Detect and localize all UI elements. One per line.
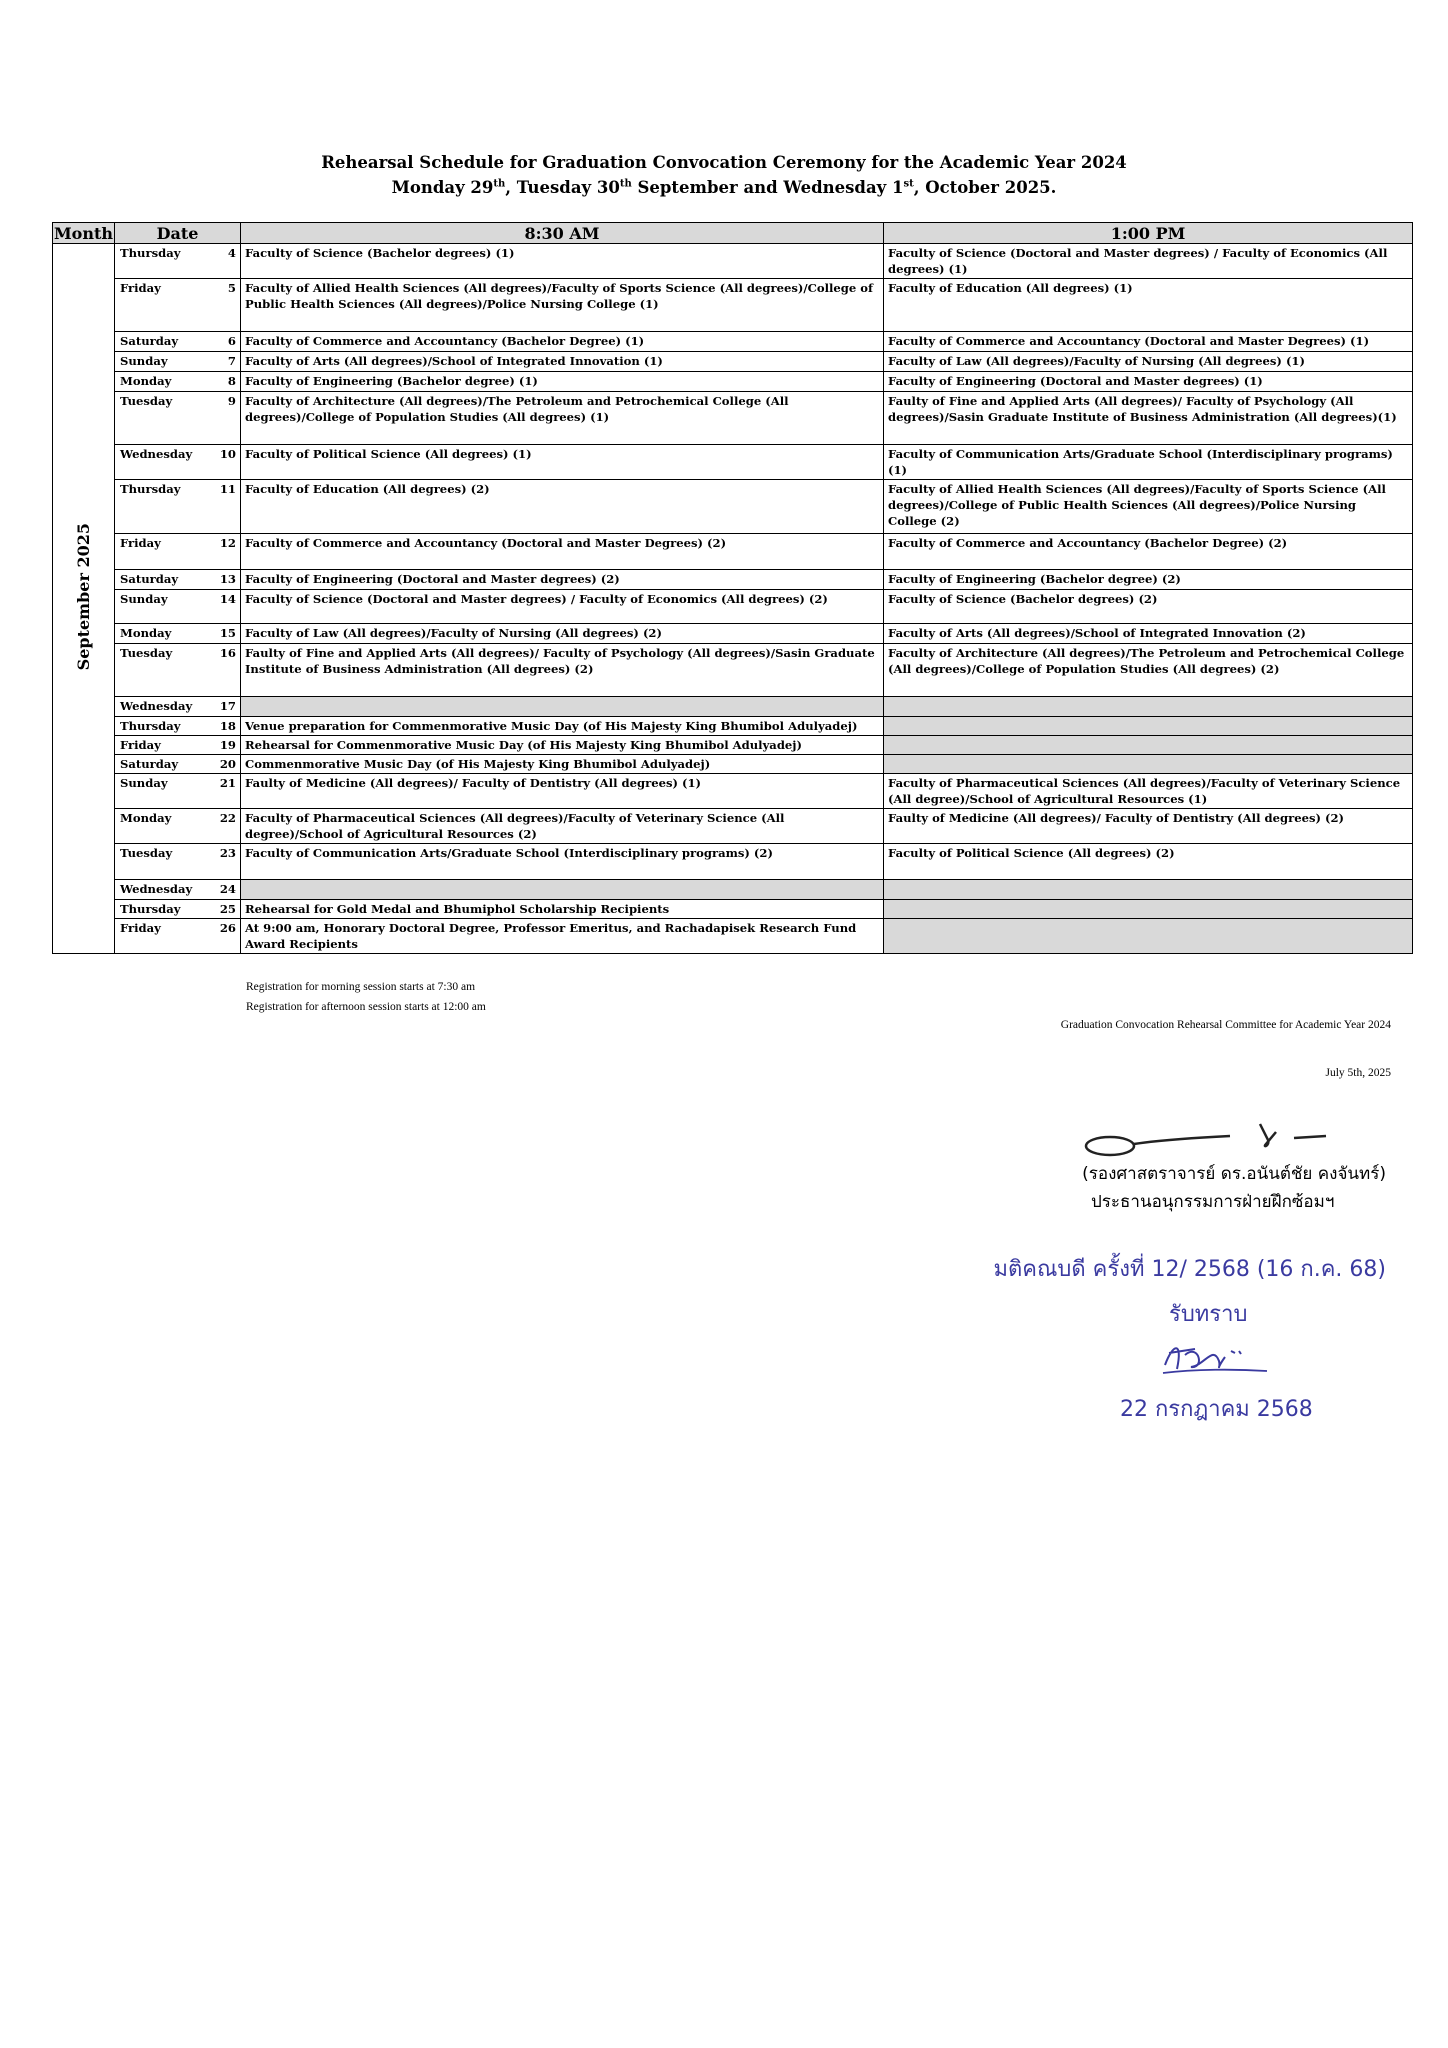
day-cell: Monday bbox=[115, 809, 201, 844]
table-row bbox=[53, 590, 1413, 624]
schedule-body bbox=[53, 244, 1413, 954]
title-line-1: Rehearsal Schedule for Graduation Convocation Ceremony for the Academic Year 2024 bbox=[321, 153, 1127, 172]
afternoon-session-cell: Faculty of Science (Doctoral and Master degrees) / Faculty of Economics (All degrees) (1) bbox=[884, 244, 1413, 279]
morning-session-cell: Rehearsal for Commenmorative Music Day (of His Majesty King Bhumibol Adulyadej) bbox=[241, 736, 884, 755]
day-cell: Tuesday bbox=[115, 392, 201, 445]
date-number-cell: 14 bbox=[201, 590, 241, 624]
afternoon-session-cell bbox=[884, 755, 1413, 774]
date-number-cell: 22 bbox=[201, 809, 241, 844]
table-row bbox=[53, 880, 1413, 900]
afternoon-session-cell: Faculty of Architecture (All degrees)/The Petroleum and Petrochemical College (All degrees)/College of Population Studies (All degrees) (2) bbox=[884, 644, 1413, 697]
date-number-cell: 19 bbox=[201, 736, 241, 755]
subtitle-part: , Tuesday 30 bbox=[505, 178, 620, 197]
afternoon-session-cell: Faculty of Education (All degrees) (1) bbox=[884, 279, 1413, 332]
date-number-cell: 6 bbox=[201, 332, 241, 352]
endorsement-date: 22 กรกฎาคม 2568 bbox=[1120, 1397, 1313, 1422]
table-row bbox=[53, 372, 1413, 392]
afternoon-session-cell: Faculty of Science (Bachelor degrees) (2) bbox=[884, 590, 1413, 624]
afternoon-session-cell: Faculty of Political Science (All degrees) (2) bbox=[884, 844, 1413, 880]
date-number-cell: 25 bbox=[201, 900, 241, 919]
morning-header: 8:30 AM bbox=[241, 223, 884, 244]
table-row bbox=[53, 352, 1413, 372]
document-title bbox=[0, 153, 1448, 172]
date-number-cell: 12 bbox=[201, 534, 241, 570]
day-cell: Monday bbox=[115, 624, 201, 644]
subtitle-sup: th bbox=[619, 178, 632, 190]
day-cell: Saturday bbox=[115, 755, 201, 774]
morning-session-cell: Venue preparation for Commenmorative Music Day (of His Majesty King Bhumibol Adulyadej) bbox=[241, 717, 884, 736]
afternoon-session-cell: Faculty of Pharmaceutical Sciences (All degrees)/Faculty of Veterinary Science (All degree)/School of Agricultural Resources (1) bbox=[884, 774, 1413, 809]
afternoon-session-cell: Faculty of Commerce and Accountancy (Bachelor Degree) (2) bbox=[884, 534, 1413, 570]
table-row bbox=[53, 919, 1413, 954]
afternoon-session-cell: Faulty of Medicine (All degrees)/ Faculty of Dentistry (All degrees) (2) bbox=[884, 809, 1413, 844]
table-row bbox=[53, 570, 1413, 590]
day-cell: Friday bbox=[115, 919, 201, 954]
endorsement-signature bbox=[1155, 1335, 1275, 1381]
afternoon-session-cell bbox=[884, 880, 1413, 900]
date-number-cell: 21 bbox=[201, 774, 241, 809]
month-header: Month bbox=[53, 223, 114, 243]
day-cell: Tuesday bbox=[115, 644, 201, 697]
morning-session-cell: Faulty of Fine and Applied Arts (All degrees)/ Faculty of Psychology (All degrees)/Sasin Graduate Institute of Business Administration (All degrees) (2) bbox=[241, 644, 884, 697]
date-number-cell: 16 bbox=[201, 644, 241, 697]
committee-name: Graduation Convocation Rehearsal Committee for Academic Year 2024 bbox=[1060, 1019, 1391, 1031]
morning-session-cell: Faulty of Medicine (All degrees)/ Faculty of Dentistry (All degrees) (1) bbox=[241, 774, 884, 809]
table-header-row bbox=[53, 223, 1413, 244]
day-cell: Sunday bbox=[115, 590, 201, 624]
date-number-cell: 24 bbox=[201, 880, 241, 900]
afternoon-session-cell bbox=[884, 717, 1413, 736]
morning-session-cell: Faculty of Education (All degrees) (2) bbox=[241, 480, 884, 534]
table-row bbox=[53, 809, 1413, 844]
subtitle-sup: st bbox=[903, 178, 914, 190]
day-cell: Saturday bbox=[115, 570, 201, 590]
document-subtitle bbox=[0, 178, 1448, 197]
afternoon-session-cell bbox=[884, 736, 1413, 755]
date-number-cell: 8 bbox=[201, 372, 241, 392]
day-cell: Sunday bbox=[115, 352, 201, 372]
afternoon-session-cell bbox=[884, 900, 1413, 919]
afternoon-session-cell: Faculty of Engineering (Bachelor degree) (2) bbox=[884, 570, 1413, 590]
day-cell: Tuesday bbox=[115, 844, 201, 880]
chairman-position: ประธานอนุกรรมการฝ่ายฝึกซ้อมฯ bbox=[1091, 1192, 1335, 1212]
morning-session-cell: Faculty of Engineering (Doctoral and Master degrees) (2) bbox=[241, 570, 884, 590]
date-number-cell: 11 bbox=[201, 480, 241, 534]
table-row bbox=[53, 644, 1413, 697]
table-row bbox=[53, 534, 1413, 570]
day-cell: Friday bbox=[115, 736, 201, 755]
table-row bbox=[53, 774, 1413, 809]
afternoon-session-cell bbox=[884, 919, 1413, 954]
table-row bbox=[53, 900, 1413, 919]
morning-session-cell bbox=[241, 880, 884, 900]
date-number-cell: 26 bbox=[201, 919, 241, 954]
afternoon-header: 1:00 PM bbox=[884, 223, 1413, 244]
morning-session-cell: Faculty of Allied Health Sciences (All degrees)/Faculty of Sports Science (All degrees)/College of Public Health Sciences (All degrees)/Police Nursing College (1) bbox=[241, 279, 884, 332]
afternoon-session-cell bbox=[884, 697, 1413, 717]
table-row bbox=[53, 244, 1413, 279]
morning-session-cell: Faculty of Communication Arts/Graduate School (Interdisciplinary programs) (2) bbox=[241, 844, 884, 880]
morning-session-cell bbox=[241, 697, 884, 717]
afternoon-session-cell: Faculty of Commerce and Accountancy (Doctoral and Master Degrees) (1) bbox=[884, 332, 1413, 352]
day-cell: Wednesday bbox=[115, 697, 201, 717]
morning-session-cell: Faculty of Law (All degrees)/Faculty of Nursing (All degrees) (2) bbox=[241, 624, 884, 644]
date-number-cell: 5 bbox=[201, 279, 241, 332]
table-row bbox=[53, 279, 1413, 332]
table-row bbox=[53, 445, 1413, 480]
date-number-cell: 23 bbox=[201, 844, 241, 880]
date-number-cell: 17 bbox=[201, 697, 241, 717]
table-row bbox=[53, 755, 1413, 774]
subtitle-sup: th bbox=[493, 178, 506, 190]
subtitle-part: Monday 29 bbox=[391, 178, 494, 197]
table-row bbox=[53, 332, 1413, 352]
day-cell: Thursday bbox=[115, 717, 201, 736]
morning-session-cell: Faculty of Pharmaceutical Sciences (All degrees)/Faculty of Veterinary Science (All degree)/School of Agricultural Resources (2) bbox=[241, 809, 884, 844]
table-row bbox=[53, 480, 1413, 534]
afternoon-session-cell: Faulty of Fine and Applied Arts (All degrees)/ Faculty of Psychology (All degrees)/Sasin Graduate Institute of Business Administration (All degrees)(1) bbox=[884, 392, 1413, 445]
morning-session-cell: Faculty of Science (Bachelor degrees) (1) bbox=[241, 244, 884, 279]
day-cell: Wednesday bbox=[115, 880, 201, 900]
document-date: July 5th, 2025 bbox=[1325, 1067, 1391, 1079]
morning-session-cell: Faculty of Engineering (Bachelor degree) (1) bbox=[241, 372, 884, 392]
day-cell: Thursday bbox=[115, 480, 201, 534]
morning-session-cell: Faculty of Political Science (All degrees) (1) bbox=[241, 445, 884, 480]
morning-session-cell: Faculty of Science (Doctoral and Master degrees) / Faculty of Economics (All degrees) (2) bbox=[241, 590, 884, 624]
afternoon-registration-note: Registration for afternoon session starts at 12:00 am bbox=[246, 1001, 486, 1013]
subtitle-part: , October 2025. bbox=[913, 178, 1057, 197]
morning-registration-note: Registration for morning session starts at 7:30 am bbox=[246, 981, 476, 993]
morning-session-cell: Faculty of Architecture (All degrees)/The Petroleum and Petrochemical College (All degrees)/College of Population Studies (All degrees) (1) bbox=[241, 392, 884, 445]
date-number-cell: 10 bbox=[201, 445, 241, 480]
dean-resolution: มติคณบดี ครั้งที่ 12/ 2568 (16 ก.ค. 68) bbox=[993, 1257, 1386, 1282]
morning-session-cell: At 9:00 am, Honorary Doctoral Degree, Professor Emeritus, and Rachadapisek Research Fund Award Recipients bbox=[241, 919, 884, 954]
day-cell: Monday bbox=[115, 372, 201, 392]
date-number-cell: 4 bbox=[201, 244, 241, 279]
date-number-cell: 7 bbox=[201, 352, 241, 372]
day-cell: Saturday bbox=[115, 332, 201, 352]
month-cell bbox=[53, 244, 115, 954]
subtitle-part: September and Wednesday 1 bbox=[631, 178, 904, 197]
day-cell: Thursday bbox=[115, 900, 201, 919]
acknowledged-label: รับทราบ bbox=[1169, 1302, 1248, 1327]
day-cell: Friday bbox=[115, 279, 201, 332]
afternoon-session-cell: Faculty of Communication Arts/Graduate School (Interdisciplinary programs) (1) bbox=[884, 445, 1413, 480]
morning-session-cell: Rehearsal for Gold Medal and Bhumiphol Scholarship Recipients bbox=[241, 900, 884, 919]
table-row bbox=[53, 717, 1413, 736]
date-header: Date bbox=[115, 223, 241, 244]
day-cell: Sunday bbox=[115, 774, 201, 809]
rehearsal-schedule-table bbox=[52, 222, 1413, 954]
table-row bbox=[53, 736, 1413, 755]
date-number-cell: 9 bbox=[201, 392, 241, 445]
table-row bbox=[53, 624, 1413, 644]
morning-session-cell: Commenmorative Music Day (of His Majesty King Bhumibol Adulyadej) bbox=[241, 755, 884, 774]
day-cell: Wednesday bbox=[115, 445, 201, 480]
table-row bbox=[53, 844, 1413, 880]
date-number-cell: 15 bbox=[201, 624, 241, 644]
afternoon-session-cell: Faculty of Allied Health Sciences (All degrees)/Faculty of Sports Science (All degrees)/College of Public Health Sciences (All degrees)/Police Nursing College (2) bbox=[884, 480, 1413, 534]
afternoon-session-cell: Faculty of Arts (All degrees)/School of Integrated Innovation (2) bbox=[884, 624, 1413, 644]
table-row bbox=[53, 392, 1413, 445]
day-cell: Friday bbox=[115, 534, 201, 570]
afternoon-session-cell: Faculty of Law (All degrees)/Faculty of Nursing (All degrees) (1) bbox=[884, 352, 1413, 372]
chairman-name: (รองศาสตราจารย์ ดร.อนันต์ชัย คงจันทร์) bbox=[1082, 1164, 1386, 1184]
table-row bbox=[53, 697, 1413, 717]
day-cell: Thursday bbox=[115, 244, 201, 279]
morning-session-cell: Faculty of Commerce and Accountancy (Bachelor Degree) (1) bbox=[241, 332, 884, 352]
morning-session-cell: Faculty of Arts (All degrees)/School of Integrated Innovation (1) bbox=[241, 352, 884, 372]
date-number-cell: 13 bbox=[201, 570, 241, 590]
month-label: September 2025 bbox=[73, 522, 93, 671]
date-number-cell: 20 bbox=[201, 755, 241, 774]
date-number-cell: 18 bbox=[201, 717, 241, 736]
afternoon-session-cell: Faculty of Engineering (Doctoral and Master degrees) (1) bbox=[884, 372, 1413, 392]
morning-session-cell: Faculty of Commerce and Accountancy (Doctoral and Master Degrees) (2) bbox=[241, 534, 884, 570]
